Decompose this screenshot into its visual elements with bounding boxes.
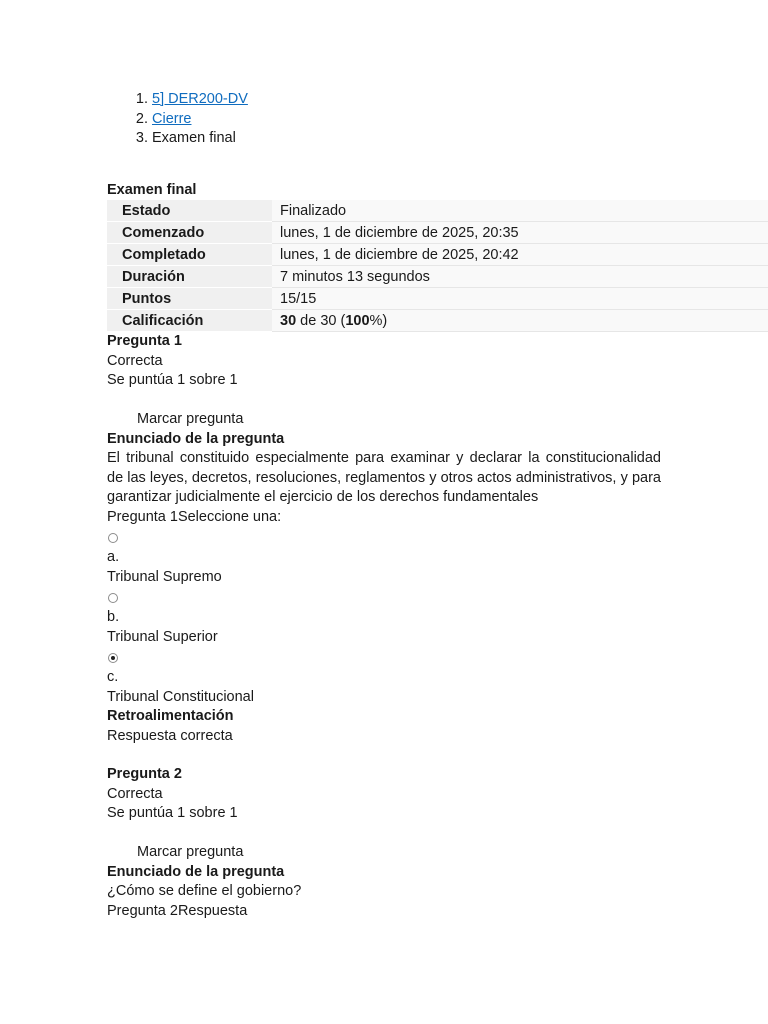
flag-question-link[interactable]: Marcar pregunta (137, 844, 244, 860)
summary-label: Comenzado (107, 222, 272, 244)
summary-row-points (107, 288, 768, 310)
question-title: Pregunta 2 (107, 766, 182, 782)
breadcrumb-link-course[interactable]: 5] DER200-DV (152, 91, 248, 107)
answer-radio-b[interactable] (108, 593, 118, 603)
question-prompt: Pregunta 2Respuesta (107, 902, 248, 919)
answer-text-c: Tribunal Constitucional (107, 688, 254, 705)
question-status: Correcta (107, 352, 163, 369)
breadcrumb (107, 90, 248, 149)
question-stem: El tribunal constituido especialmente para examinar y declarar la constitucionalidad de las leyes, decretos, resoluciones, reglamentos y otros actos administrativos, y para garantizar judicialmente el ejercicio de los derechos fundamentales (107, 450, 661, 505)
summary-label: Estado (107, 200, 272, 222)
answer-text-b: Tribunal Superior (107, 628, 218, 645)
feedback-heading: Retroalimentación (107, 708, 234, 724)
question-prompt: Pregunta 1Seleccione una: (107, 508, 282, 525)
summary-value: 7 minutos 13 segundos (272, 266, 768, 288)
grade-out-of: de 30 ( (296, 312, 346, 329)
summary-value: lunes, 1 de diciembre de 2025, 20:35 (272, 222, 768, 244)
answer-radio-a[interactable] (108, 533, 118, 543)
answer-letter-a: a. (107, 549, 120, 565)
question-score: Se puntúa 1 sobre 1 (107, 805, 238, 821)
question-2 (107, 765, 661, 921)
question-stem-heading: Enunciado de la pregunta (107, 863, 285, 880)
attempt-summary-table (107, 200, 768, 332)
breadcrumb-item-current: 3. Examen final (152, 129, 248, 149)
summary-row-completed (107, 244, 768, 266)
question-stem-heading: Enunciado de la pregunta (107, 430, 285, 447)
question-1 (107, 332, 661, 746)
grade-percent: 100 (345, 312, 370, 329)
answer-letter-b: b. (107, 609, 120, 625)
breadcrumb-item-section (152, 110, 248, 130)
breadcrumb-link-section[interactable]: Cierre (152, 110, 192, 127)
summary-value-grade (272, 310, 768, 332)
summary-value: 15/15 (272, 288, 768, 310)
summary-row-state (107, 200, 768, 222)
answer-text-a: Tribunal Supremo (107, 568, 222, 585)
flag-question-link[interactable]: Marcar pregunta (137, 411, 244, 427)
summary-value: lunes, 1 de diciembre de 2025, 20:42 (272, 244, 768, 266)
answer-letter-c: c. (107, 669, 119, 685)
summary-value: Finalizado (272, 200, 768, 222)
summary-row-grade (107, 310, 768, 332)
breadcrumb-item-course (152, 90, 248, 110)
summary-label: Calificación (107, 310, 272, 332)
grade-score: 30 (280, 312, 297, 329)
feedback-text: Respuesta correcta (107, 727, 233, 744)
summary-row-started (107, 222, 768, 244)
grade-percent-sign: %) (369, 312, 388, 329)
summary-label: Completado (107, 244, 272, 266)
question-score: Se puntúa 1 sobre 1 (107, 372, 238, 388)
summary-row-duration (107, 266, 768, 288)
summary-label: Puntos (107, 288, 272, 310)
question-status: Correcta (107, 785, 163, 802)
question-stem: ¿Cómo se define el gobierno? (107, 883, 302, 899)
summary-title: Examen final (107, 182, 197, 198)
answer-radio-c[interactable] (108, 653, 118, 663)
question-title: Pregunta 1 (107, 333, 182, 349)
summary-label: Duración (107, 266, 272, 288)
